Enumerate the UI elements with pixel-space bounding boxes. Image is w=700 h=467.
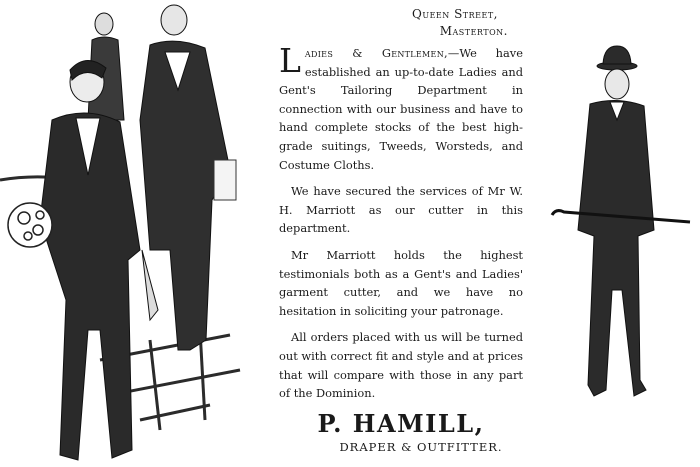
paragraph-testimonials: Mr Marriott holds the highest testimonials both as a Gent's and Ladies' garment cutter, and we have no hesitation in soliciting your patronage.: [279, 247, 523, 318]
illustration-three-gentlemen: [0, 0, 265, 467]
suit: [578, 100, 654, 396]
paragraph-cutter: We have secured the services of Mr W. H. Marriott as our cutter in this department.: [279, 184, 523, 236]
paragraph-orders: All orders placed with us will be turned out with correct fit and style and at prices that will compare with those in any part of the Dominion.: [279, 330, 523, 401]
paragraph-intro-text: —We have established an up-to-date Ladies and Gent's Tailoring Department in connection with our business and have to hand complete stocks of the best high-grade suitings, Tweeds, Worsteds, and Costume Cloths.: [279, 46, 523, 172]
paragraph-intro: [279, 41, 523, 174]
address-town: Masterton.: [439, 24, 508, 38]
address-street: Queen Street,: [412, 7, 498, 21]
salutation: adies & Gentlemen,: [304, 46, 448, 60]
proprietor-name: P. HAMILL,: [317, 409, 485, 438]
advert-body: [279, 41, 523, 411]
proprietor-trade: DRAPER & OUTFITTER.: [339, 440, 503, 454]
illustration-bowler-gentleman: [540, 40, 700, 467]
signature-block: [279, 410, 523, 456]
face: [605, 69, 629, 99]
address-block: [412, 6, 508, 40]
bowler-hat-crown: [603, 46, 631, 64]
drop-cap: L: [279, 41, 301, 80]
hat-with-flowers: [8, 203, 52, 247]
